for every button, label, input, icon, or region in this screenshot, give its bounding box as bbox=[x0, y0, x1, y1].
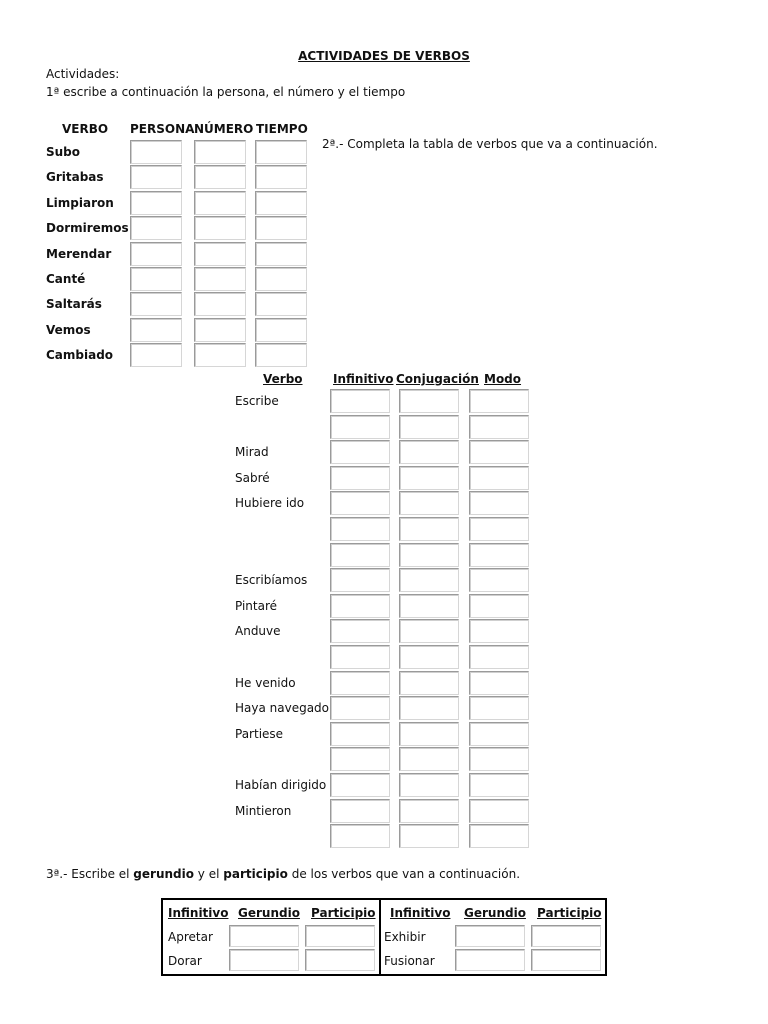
activity3-table bbox=[161, 898, 607, 976]
a2-modo-input[interactable] bbox=[469, 696, 529, 720]
a2-conjugacion-input[interactable] bbox=[399, 722, 459, 746]
a2-verb-label: Sabré bbox=[235, 471, 270, 485]
a1-tiempo-input[interactable] bbox=[255, 165, 307, 189]
a2-verb-label: Pintaré bbox=[235, 599, 278, 613]
a2-conjugacion-input[interactable] bbox=[399, 619, 459, 643]
a2-conjugacion-input[interactable] bbox=[399, 594, 459, 618]
a2-modo-input[interactable] bbox=[469, 466, 529, 490]
a2-infinitivo-input[interactable] bbox=[330, 671, 390, 695]
a2-infinitivo-input[interactable] bbox=[330, 824, 390, 848]
a2-modo-input[interactable] bbox=[469, 543, 529, 567]
a1-verb-label: Vemos bbox=[46, 323, 91, 337]
a1-verb-label: Gritabas bbox=[46, 170, 104, 184]
a3-gerundio-input[interactable] bbox=[229, 949, 299, 971]
a3-header-participio-right: Participio bbox=[537, 906, 602, 920]
a1-persona-input[interactable] bbox=[130, 191, 182, 215]
a2-verb-label: Escribe bbox=[235, 394, 279, 408]
a2-conjugacion-input[interactable] bbox=[399, 440, 459, 464]
activity1-instruction: 1ª escribe a continuación la persona, el número y el tiempo bbox=[46, 85, 406, 99]
a2-infinitivo-input[interactable] bbox=[330, 466, 390, 490]
a1-persona-input[interactable] bbox=[130, 292, 182, 316]
a2-infinitivo-input[interactable] bbox=[330, 543, 390, 567]
a2-infinitivo-input[interactable] bbox=[330, 415, 390, 439]
a2-infinitivo-input[interactable] bbox=[330, 491, 390, 515]
a3-verb-fusionar: Fusionar bbox=[384, 954, 435, 968]
page-title: ACTIVIDADES DE VERBOS bbox=[298, 49, 470, 63]
a3-header-infinitivo-left: Infinitivo bbox=[168, 906, 229, 920]
a2-verb-label: Mintieron bbox=[235, 804, 292, 818]
a1-header-numero: NÚMERO bbox=[194, 122, 254, 136]
activity2-instruction: 2ª.- Completa la tabla de verbos que va a continuación. bbox=[322, 137, 658, 151]
a2-modo-input[interactable] bbox=[469, 517, 529, 541]
a3-verb-dorar: Dorar bbox=[168, 954, 202, 968]
a3-gerundio-input[interactable] bbox=[229, 925, 299, 947]
a1-persona-input[interactable] bbox=[130, 216, 182, 240]
a2-conjugacion-input[interactable] bbox=[399, 773, 459, 797]
a2-conjugacion-input[interactable] bbox=[399, 671, 459, 695]
a3-header-gerundio-left: Gerundio bbox=[238, 906, 300, 920]
a2-modo-input[interactable] bbox=[469, 671, 529, 695]
a1-persona-input[interactable] bbox=[130, 318, 182, 342]
a1-numero-input[interactable] bbox=[194, 292, 246, 316]
a1-header-verbo: VERBO bbox=[62, 122, 109, 136]
a2-modo-input[interactable] bbox=[469, 440, 529, 464]
a2-infinitivo-input[interactable] bbox=[330, 594, 390, 618]
a1-persona-input[interactable] bbox=[130, 267, 182, 291]
a2-modo-input[interactable] bbox=[469, 747, 529, 771]
intro-label: Actividades: bbox=[46, 67, 120, 81]
a2-verb-label: Hubiere ido bbox=[235, 496, 305, 510]
a1-persona-input[interactable] bbox=[130, 165, 182, 189]
a1-tiempo-input[interactable] bbox=[255, 267, 307, 291]
a2-conjugacion-input[interactable] bbox=[399, 696, 459, 720]
a2-infinitivo-input[interactable] bbox=[330, 773, 390, 797]
activity3-instruction: 3ª.- Escribe el gerundio y el participio de los verbos que van a continuación. bbox=[46, 867, 521, 881]
a2-verb-label: Anduve bbox=[235, 624, 281, 638]
a1-tiempo-input[interactable] bbox=[255, 318, 307, 342]
a1-numero-input[interactable] bbox=[194, 140, 246, 164]
a1-numero-input[interactable] bbox=[194, 343, 246, 367]
a1-persona-input[interactable] bbox=[130, 140, 182, 164]
a3-verb-exhibir: Exhibir bbox=[384, 930, 426, 944]
a2-conjugacion-input[interactable] bbox=[399, 389, 459, 413]
a2-verb-label: He venido bbox=[235, 676, 296, 690]
a2-modo-input[interactable] bbox=[469, 619, 529, 643]
a1-verb-label: Limpiaron bbox=[46, 196, 114, 210]
a2-modo-input[interactable] bbox=[469, 415, 529, 439]
a1-verb-label: Merendar bbox=[46, 247, 112, 261]
a1-verb-label: Saltarás bbox=[46, 297, 102, 311]
a1-numero-input[interactable] bbox=[194, 165, 246, 189]
a2-modo-input[interactable] bbox=[469, 722, 529, 746]
a2-conjugacion-input[interactable] bbox=[399, 799, 459, 823]
a2-modo-input[interactable] bbox=[469, 824, 529, 848]
a3-participio-input[interactable] bbox=[305, 925, 375, 947]
a2-conjugacion-input[interactable] bbox=[399, 491, 459, 515]
a2-conjugacion-input[interactable] bbox=[399, 568, 459, 592]
a3-verb-apretar: Apretar bbox=[168, 930, 213, 944]
a1-verb-label: Cambiado bbox=[46, 348, 114, 362]
a2-header-infinitivo: Infinitivo bbox=[333, 372, 394, 386]
a2-conjugacion-input[interactable] bbox=[399, 415, 459, 439]
a1-numero-input[interactable] bbox=[194, 267, 246, 291]
a1-header-tiempo: TIEMPO bbox=[256, 122, 308, 136]
a3-header-participio-left: Participio bbox=[311, 906, 376, 920]
a3-header-gerundio-right: Gerundio bbox=[464, 906, 526, 920]
a1-persona-input[interactable] bbox=[130, 343, 182, 367]
a1-verb-label: Subo bbox=[46, 145, 81, 159]
a1-verb-label: Dormiremos bbox=[46, 221, 129, 235]
a2-infinitivo-input[interactable] bbox=[330, 389, 390, 413]
a2-verb-label: Partiese bbox=[235, 727, 284, 741]
a2-header-verbo: Verbo bbox=[263, 372, 303, 386]
a2-conjugacion-input[interactable] bbox=[399, 543, 459, 567]
a2-infinitivo-input[interactable] bbox=[330, 517, 390, 541]
a2-conjugacion-input[interactable] bbox=[399, 824, 459, 848]
a1-numero-input[interactable] bbox=[194, 216, 246, 240]
a1-persona-input[interactable] bbox=[130, 242, 182, 266]
a1-tiempo-input[interactable] bbox=[255, 191, 307, 215]
a2-modo-input[interactable] bbox=[469, 568, 529, 592]
a1-numero-input[interactable] bbox=[194, 242, 246, 266]
a2-modo-input[interactable] bbox=[469, 645, 529, 669]
a2-infinitivo-input[interactable] bbox=[330, 645, 390, 669]
a1-tiempo-input[interactable] bbox=[255, 140, 307, 164]
a3-participio-input[interactable] bbox=[531, 949, 601, 971]
a2-modo-input[interactable] bbox=[469, 773, 529, 797]
a1-verb-label: Canté bbox=[46, 272, 86, 286]
a2-conjugacion-input[interactable] bbox=[399, 645, 459, 669]
a2-header-conjugacion: Conjugación bbox=[396, 372, 479, 386]
a1-tiempo-input[interactable] bbox=[255, 216, 307, 240]
a2-modo-input[interactable] bbox=[469, 389, 529, 413]
a2-header-modo: Modo bbox=[484, 372, 522, 386]
a3-header-infinitivo-right: Infinitivo bbox=[390, 906, 451, 920]
a1-header-persona: PERSONA bbox=[130, 122, 195, 136]
a1-tiempo-input[interactable] bbox=[255, 242, 307, 266]
a3-gerundio-input[interactable] bbox=[455, 949, 525, 971]
a1-tiempo-input[interactable] bbox=[255, 343, 307, 367]
table-divider bbox=[379, 900, 381, 974]
a2-infinitivo-input[interactable] bbox=[330, 799, 390, 823]
a2-modo-input[interactable] bbox=[469, 594, 529, 618]
a2-modo-input[interactable] bbox=[469, 491, 529, 515]
a3-participio-input[interactable] bbox=[305, 949, 375, 971]
a2-infinitivo-input[interactable] bbox=[330, 747, 390, 771]
a2-infinitivo-input[interactable] bbox=[330, 696, 390, 720]
a2-verb-label: Haya navegado bbox=[235, 701, 330, 715]
a2-infinitivo-input[interactable] bbox=[330, 568, 390, 592]
a3-gerundio-input[interactable] bbox=[455, 925, 525, 947]
a2-verb-label: Habían dirigido bbox=[235, 778, 327, 792]
a2-modo-input[interactable] bbox=[469, 799, 529, 823]
a3-participio-input[interactable] bbox=[531, 925, 601, 947]
a2-conjugacion-input[interactable] bbox=[399, 517, 459, 541]
a2-infinitivo-input[interactable] bbox=[330, 722, 390, 746]
a2-conjugacion-input[interactable] bbox=[399, 747, 459, 771]
a2-verb-label: Escribíamos bbox=[235, 573, 308, 587]
a2-verb-label: Mirad bbox=[235, 445, 269, 459]
a2-conjugacion-input[interactable] bbox=[399, 466, 459, 490]
a1-numero-input[interactable] bbox=[194, 318, 246, 342]
a1-tiempo-input[interactable] bbox=[255, 292, 307, 316]
a2-infinitivo-input[interactable] bbox=[330, 619, 390, 643]
a1-numero-input[interactable] bbox=[194, 191, 246, 215]
a2-infinitivo-input[interactable] bbox=[330, 440, 390, 464]
